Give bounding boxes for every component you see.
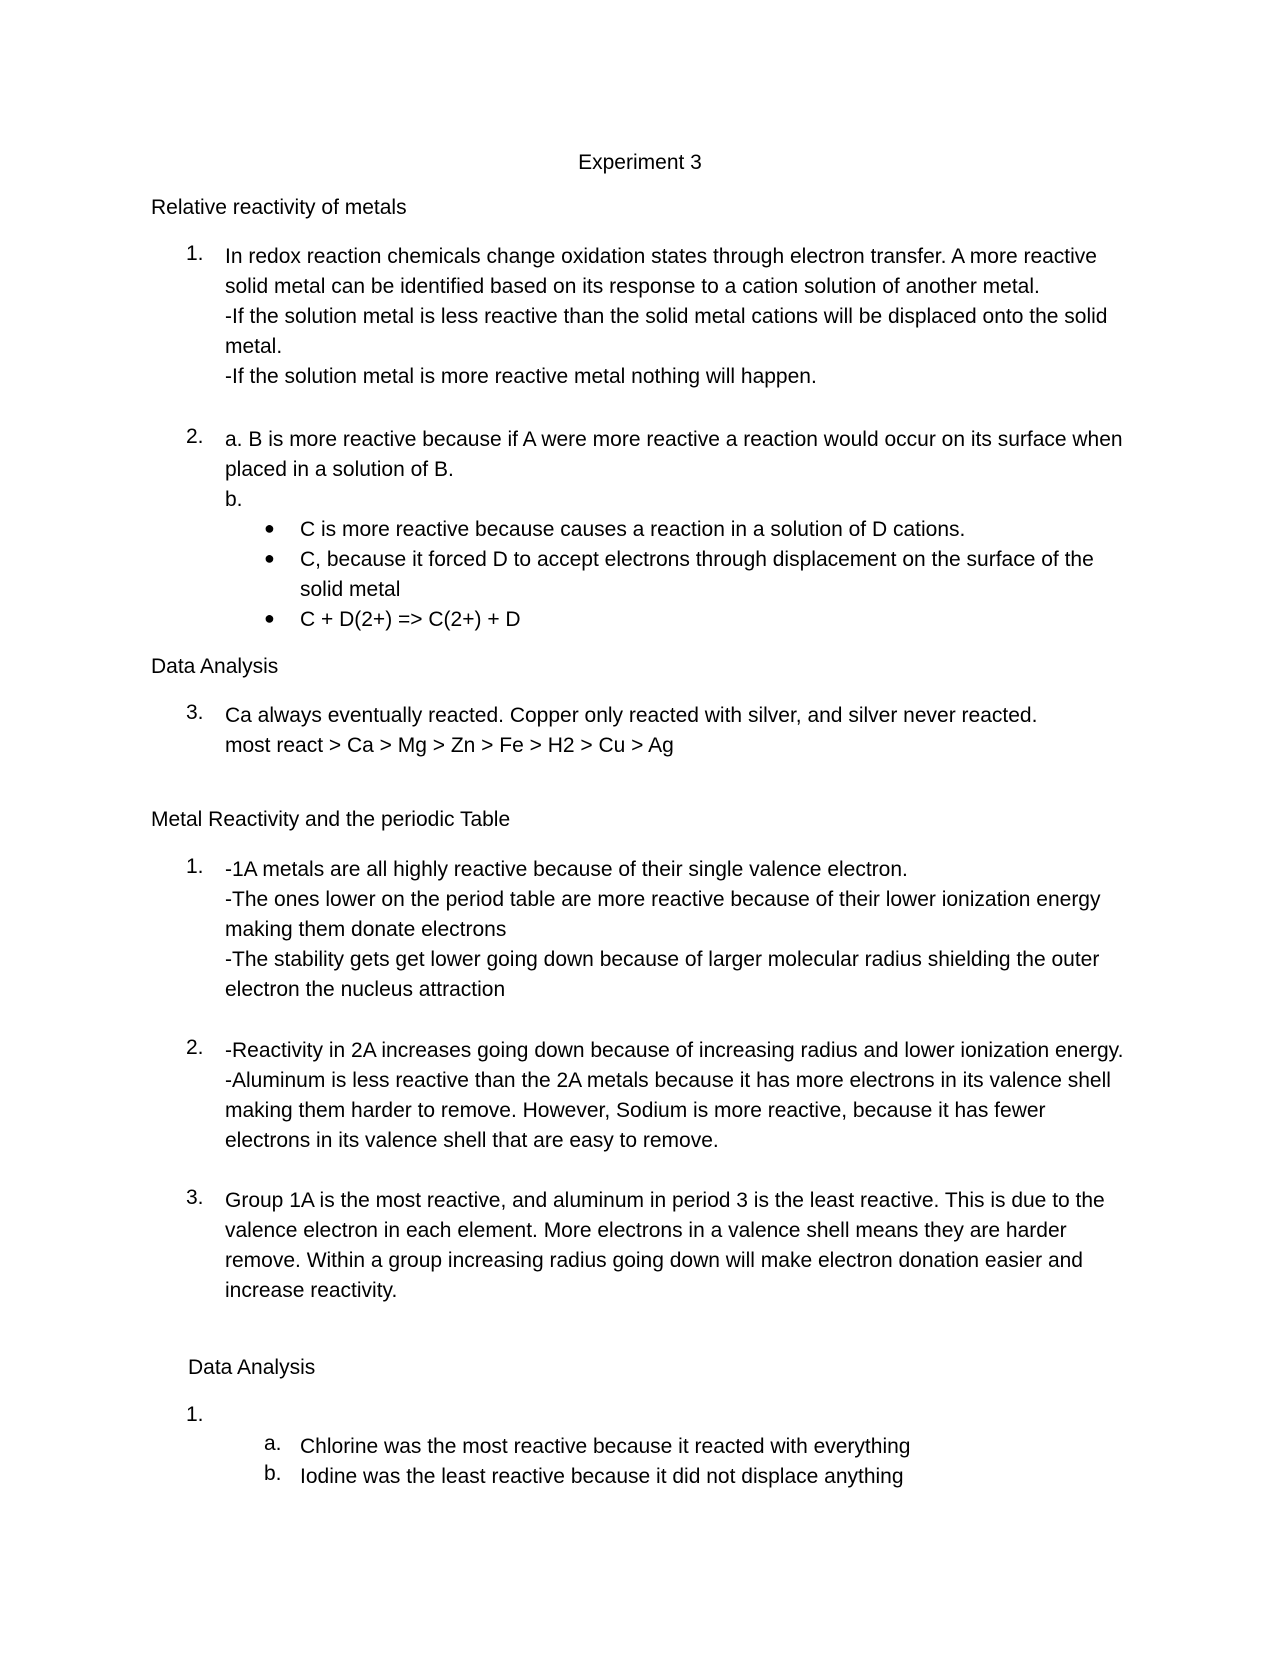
list-item-text: [225, 701, 1125, 761]
list-item-text: [225, 242, 1125, 392]
list-number: 2.: [186, 425, 204, 448]
list-number: 1.: [186, 1403, 204, 1426]
text-line: C, because it forced D to accept electrons through displacement on the surface of the: [300, 548, 1094, 571]
text-line: electron the nucleus attraction: [225, 978, 506, 1001]
sub-list-letter: b.: [264, 1462, 282, 1485]
text-line: a. B is more reactive because if A were more reactive a reaction would occur on its surface when: [225, 428, 1123, 451]
section-heading-relative-reactivity: Relative reactivity of metals: [151, 196, 407, 219]
list-item-text: [225, 855, 1125, 1005]
text-line: C is more reactive because causes a reaction in a solution of D cations.: [300, 518, 966, 541]
list-item-text: [225, 1036, 1125, 1156]
text-line: metal.: [225, 335, 283, 358]
text-line: C + D(2+) => C(2+) + D: [300, 608, 521, 631]
sub-list-letter: a.: [264, 1432, 282, 1455]
section-heading-data-analysis: Data Analysis: [151, 655, 279, 678]
sub-list-text: [300, 1462, 1130, 1492]
list-number: 3.: [186, 701, 204, 724]
text-line: -If the solution metal is more reactive metal nothing will happen.: [225, 365, 817, 388]
text-line: electrons in its valence shell that are easy to remove.: [225, 1129, 719, 1152]
text-line: -The ones lower on the period table are more reactive because of their lower ionization energy: [225, 888, 1101, 911]
text-line: -The stability gets get lower going down because of larger molecular radius shielding the outer: [225, 948, 1100, 971]
text-line: In redox reaction chemicals change oxidation states through electron transfer. A more reactive: [225, 245, 1097, 268]
bullet-item-text: [300, 515, 1130, 545]
list-number: 3.: [186, 1186, 204, 1209]
text-line: placed in a solution of B.: [225, 458, 454, 481]
text-line: -If the solution metal is less reactive than the solid metal cations will be displaced onto the solid: [225, 305, 1108, 328]
text-line: solid metal: [300, 578, 401, 601]
list-item-text: [225, 1186, 1125, 1306]
text-line: solid metal can be identified based on its response to a cation solution of another metal.: [225, 275, 1040, 298]
section-heading-periodic-table: Metal Reactivity and the periodic Table: [151, 808, 511, 831]
text-line: Chlorine was the most reactive because it reacted with everything: [300, 1435, 911, 1458]
text-line: increase reactivity.: [225, 1279, 398, 1302]
section-heading-data-analysis-2: Data Analysis: [188, 1356, 316, 1379]
text-line: b.: [225, 488, 243, 511]
text-line: -1A metals are all highly reactive because of their single valence electron.: [225, 858, 908, 881]
document-title: Experiment 3: [578, 151, 702, 174]
list-number: 1.: [186, 242, 204, 265]
text-line: Iodine was the least reactive because it did not displace anything: [300, 1465, 904, 1488]
bullet-icon: ●: [264, 608, 275, 628]
bullet-item-text: [300, 605, 1130, 635]
text-line: valence electron in each element. More electrons in a valence shell means they are harder: [225, 1219, 1067, 1242]
text-line: -Aluminum is less reactive than the 2A metals because it has more electrons in its valence shell: [225, 1069, 1111, 1092]
text-line: most react > Ca > Mg > Zn > Fe > H2 > Cu > Ag: [225, 734, 674, 757]
bullet-item-text: [300, 545, 1130, 605]
list-number: 1.: [186, 855, 204, 878]
bullet-icon: ●: [264, 548, 275, 568]
sub-list-text: [300, 1432, 1130, 1462]
text-line: Ca always eventually reacted. Copper only reacted with silver, and silver never reacted.: [225, 704, 1038, 727]
list-number: 2.: [186, 1036, 204, 1059]
text-line: making them harder to remove. However, Sodium is more reactive, because it has fewer: [225, 1099, 1046, 1122]
list-item-text: [225, 425, 1125, 515]
text-line: remove. Within a group increasing radius going down will make electron donation easier and: [225, 1249, 1083, 1272]
text-line: -Reactivity in 2A increases going down because of increasing radius and lower ionization energy.: [225, 1039, 1124, 1062]
text-line: Group 1A is the most reactive, and aluminum in period 3 is the least reactive. This is due to the: [225, 1189, 1105, 1212]
bullet-icon: ●: [264, 518, 275, 538]
text-line: making them donate electrons: [225, 918, 507, 941]
